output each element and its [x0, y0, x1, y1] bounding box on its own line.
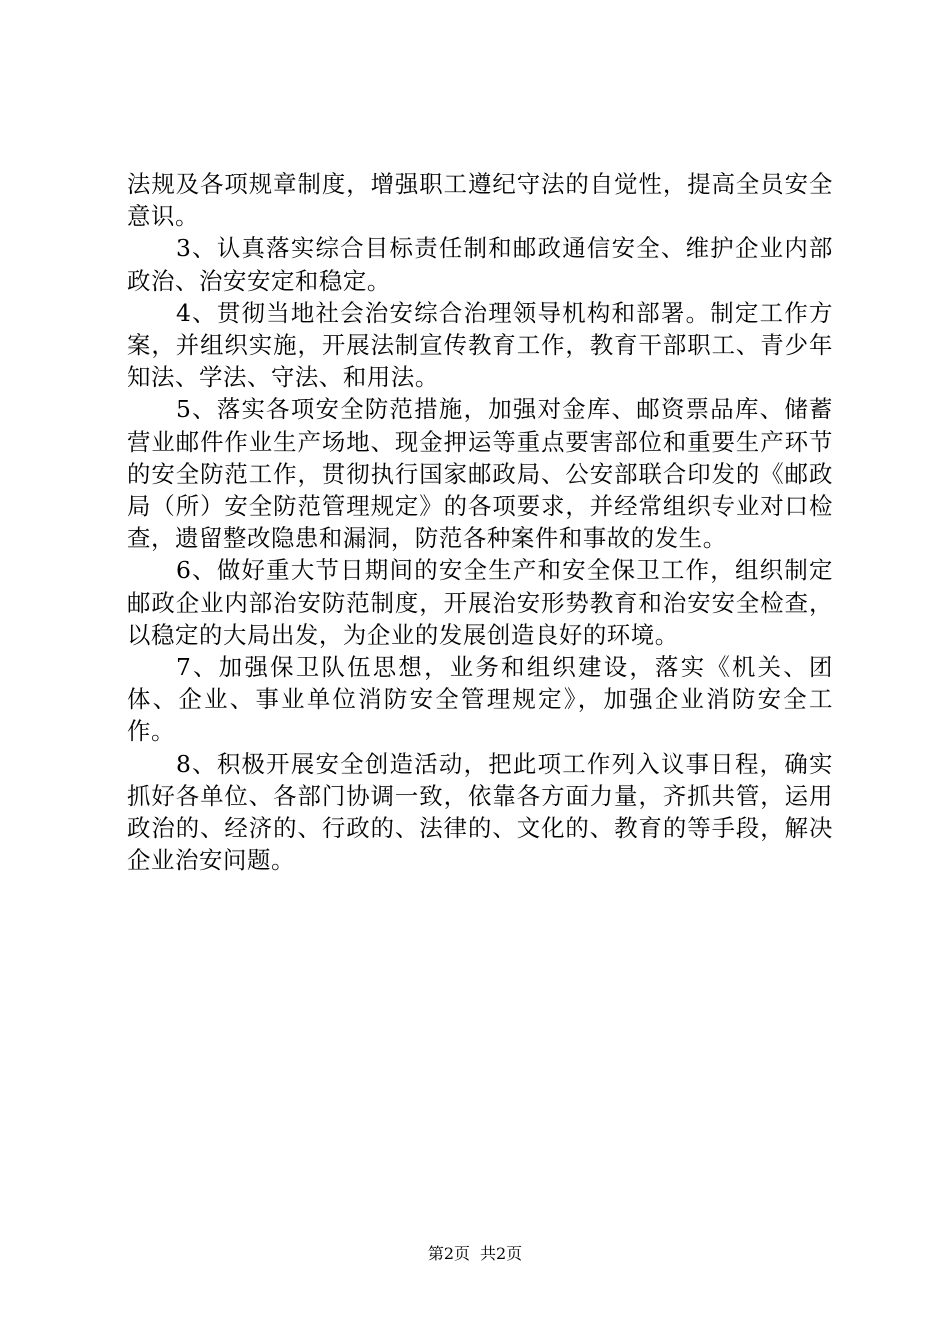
paragraph-item-8: 8、积极开展安全创造活动，把此项工作列入议事日程，确实抓好各单位、各部门协调一致，依靠各方面力量，齐抓共管，运用政治的、经济的、行政的、法律的、文化的、教育的等手段，解决企业治安问题。 [127, 749, 833, 875]
paragraph-1: 法规及各项规章制度，增强职工遵纪守法的自觉性，提高全员安全意识。 [127, 170, 833, 231]
page-footer [0, 1243, 950, 1265]
paragraph-item-7: 7、加强保卫队伍思想，业务和组织建设，落实《机关、团体、企业、事业单位消防安全管理规定》，加强企业消防安全工作。 [127, 653, 833, 746]
paragraph-item-6: 6、做好重大节日期间的安全生产和安全保卫工作，组织制定邮政企业内部治安防范制度，开展治安形势教育和治安安全检查，以稳定的大局出发，为企业的发展创造良好的环境。 [127, 556, 833, 649]
document-body [127, 168, 833, 876]
page-number: 第2页 [427, 1244, 470, 1263]
paragraph-item-4: 4、贯彻当地社会治安综合治理领导机构和部署。制定工作方案，并组织实施，开展法制宣传教育工作，教育干部职工、青少年知法、学法、守法、和用法。 [127, 298, 833, 392]
paragraph-item-3: 3、认真落实综合目标责任制和邮政通信安全、维护企业内部政治、治安安定和稳定。 [127, 234, 833, 295]
page-total: 共2页 [480, 1244, 523, 1263]
paragraph-item-5: 5、落实各项安全防范措施，加强对金库、邮资票品库、储蓄营业邮件作业生产场地、现金押运等重点要害部位和重要生产环节的安全防范工作，贯彻执行国家邮政局、公安部联合印发的《邮政局（所）安全防范管理规定》的各项要求，并经常组织专业对口检查，遗留整改隐患和漏洞，防范各种案件和事故的发生。 [127, 395, 833, 553]
